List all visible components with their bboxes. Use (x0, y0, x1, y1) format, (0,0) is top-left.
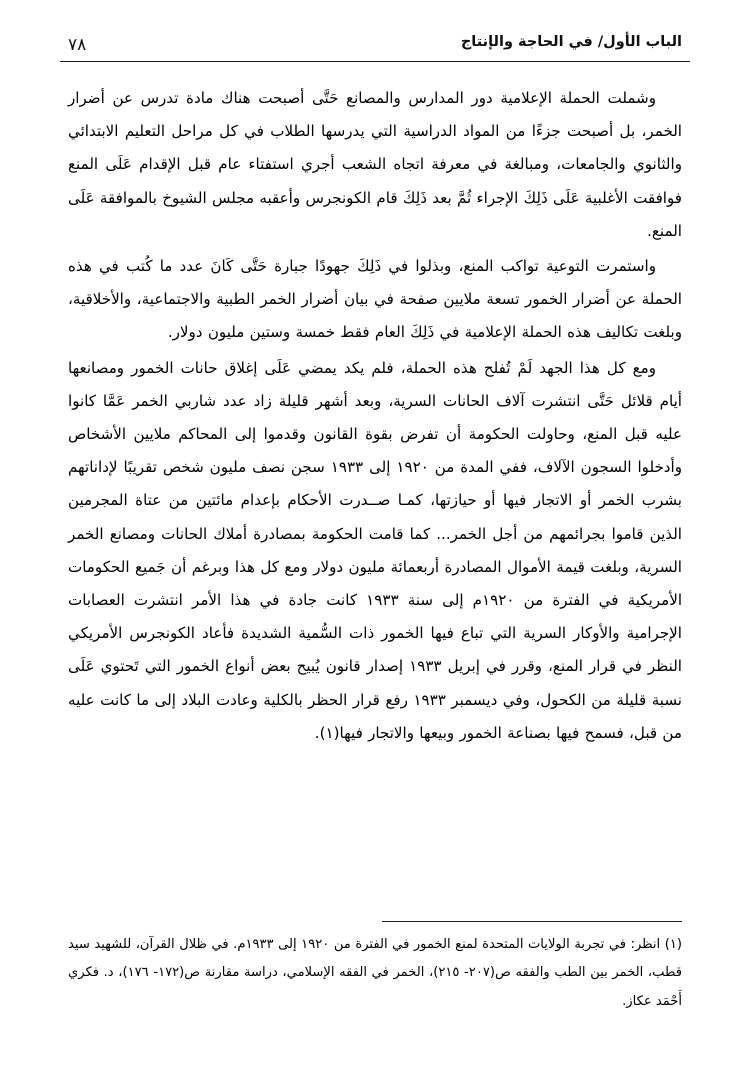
header-divider (60, 61, 690, 62)
footnote-divider (382, 921, 682, 922)
header-chapter-title: الباب الأول/ في الحاجة والإنتاج (460, 34, 682, 50)
footnote-text (68, 931, 682, 1016)
page-number: ٧٨ (68, 35, 87, 55)
footnote-marker: (١) (664, 937, 682, 952)
paragraph-1: وشملت الحملة الإعلامية دور المدارس والمصانع حَتَّى أصبحت هناك مادة تدرس عن أضرار الخمر، بل أصبحت جزءًا من المواد الدراسية التي يدرسها الطلاب في كل مراحل التعليم الابتدائي والثانوي والجامعات، ومبالغة في معرفة اتجاه الشعب أجري استفتاء عام قبل الإقدام عَلَى المنع فوافقت الأغلبية عَلَى ذَلِكَ الإجراء ثُمَّ بعد ذَلِكَ قام الكونجرس وأعقبه مجلس الشيوخ بالموافقة عَلَى المنع. (68, 89, 682, 240)
footnote-block (68, 931, 682, 1016)
page-header (60, 34, 690, 68)
body-text (68, 82, 682, 752)
paragraph-3: ومع كل هذا الجهد لَمْ تُفلح هذه الحملة، فلم يكد يمضي عَلَى إغلاق حانات الخمور ومصانعها أيام قلائل حَتَّى انتشرت آلاف الحانات السرية، وبعد أشهر قليلة زاد عدد شاربي الخمر عَمَّا كانوا عليه قبل المنع، وحاولت الحكومة أن تفرض بقوة القانون وقدموا إلى المحاكم ملايين الأشخاص وأدخلوا السجون الآلاف، ففي المدة من ١٩٢٠ إلى ١٩٣٣ سجن نصف مليون شخص تقريبًا لإداناتهم بشرب الخمر أو الاتجار فيها أو حيازتها، كمـا صــدرت الأحكام بإعدام مائتين من عتاة المجرمين الذين قاموا بجرائمهم من أجل الخمر... كما قامت الحكومة بمصادرة أملاك الحانات ومصانع الخمر السرية، وبلغت قيمة الأموال المصادرة أربعمائة مليون دولار ومع كل هذا وبرغم أن جَميع الحكومات الأمريكية في الفترة من ١٩٢٠م إلى سنة ١٩٣٣ كانت جادة في هذا الأمر انتشرت العصابات الإجرامية والأوكار السرية التي تباع فيها الخمور ذات السُّمية الشديدة فأعاد الكونجرس الأمريكي النظر في قرار المنع، وقرر في إبريل ١٩٣٣ إصدار قانون يُبيح بعض أنواع الخمور التي تَحتوي عَلَى نسبة قليلة من الكحول، وفي ديسمبر ١٩٣٣ رفع قرار الحظر بالكلية وعادت البلاد إلى ما كانت عليه من قبل، فسمح فيها بصناعة الخمور وبيعها والاتجار فيها(١). (68, 358, 683, 742)
footnote-body: انظر: في تجربة الولايات المتحدة لمنع الخمور في الفترة من ١٩٢٠ إلى ١٩٣٣م. في ظلال القرآن، للشهيد سيد قطب، الخمر بين الطب والفقه ص(٢٠٧- ٢١٥)، الخمر في الفقه الإسلامي، دراسة مقارنة ص(١٧٢- ١٧٦)، د. فكري أَحْمَد عكاز. (68, 937, 683, 1009)
paragraph-2: واستمرت التوعية تواكب المنع، وبذلوا في ذَلِكَ جهودًا جبارة حَتَّى كَانَ عدد ما كُتب في هذه الحملة عن أضرار الخمور تسعة ملايين صفحة في بيان أضرار الخمر الطبية والاجتماعية، والأخلاقية، وبلغت تكاليف هذه الحملة الإعلامية في ذَلِكَ العام فقط خمسة وستين مليون دولار. (68, 257, 682, 342)
